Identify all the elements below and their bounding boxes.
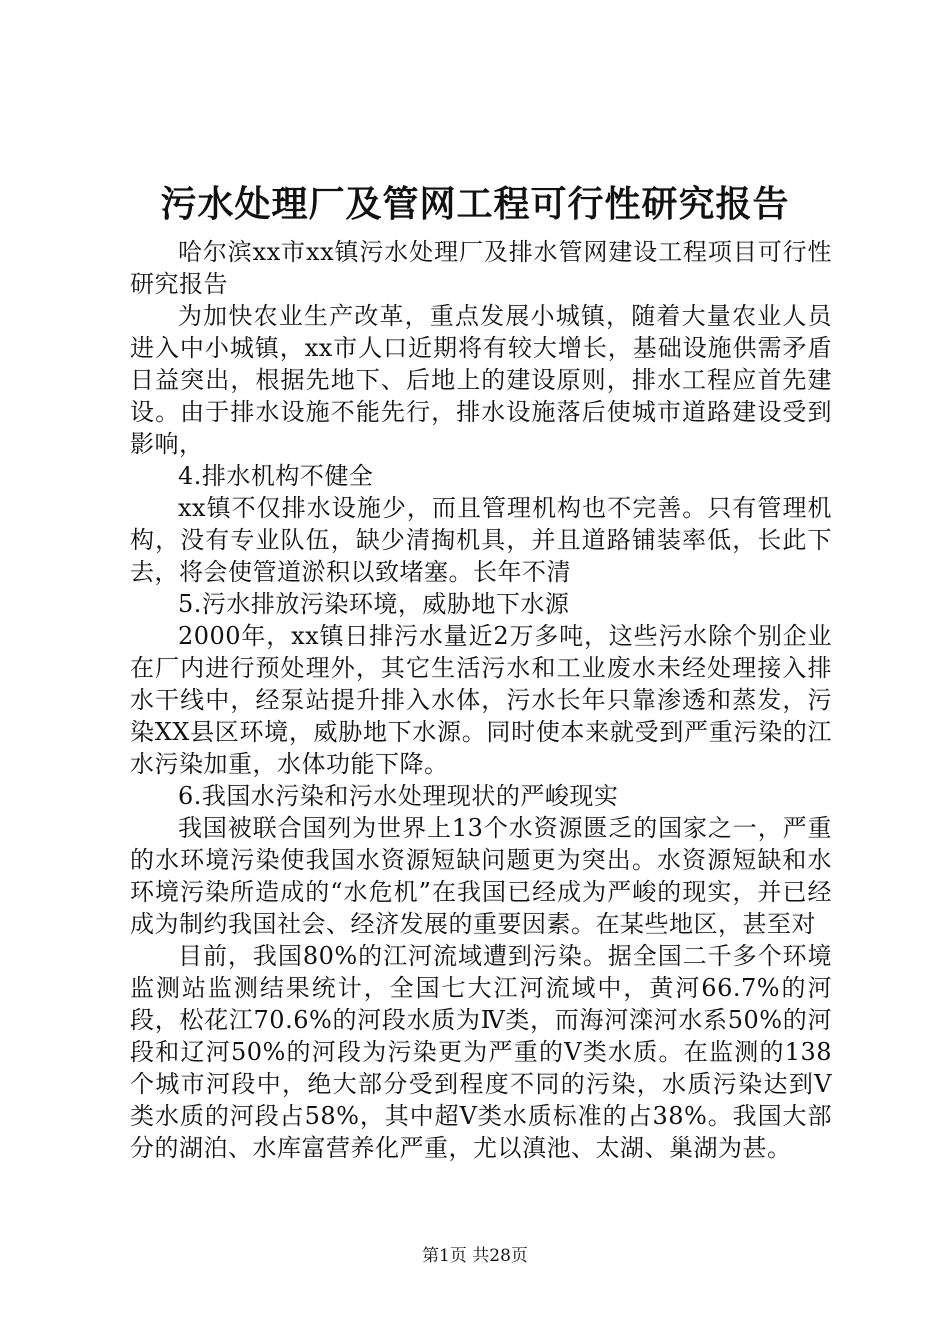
section-heading-6: 6.我国水污染和污水处理现状的严峻现实: [178, 782, 619, 810]
section-heading-5: 5.污水排放污染环境，威胁地下水源: [178, 590, 570, 618]
paragraph-intro: 哈尔滨xx市xx镇污水处理厂及排水管网建设工程项目可行性研究报告: [130, 238, 832, 298]
page-footer: 第1页 共28页: [422, 1246, 528, 1266]
paragraph-river-pollution: 目前，我国80%的江河流域遭到污染。据全国二千多个环境监测站监测结果统计，全国七大江河流域中，黄河66.7%的河段，松花江70.6%的河段水质为Ⅳ类，而海河滦河水系50%的河段和辽河50%的河段为污染更为严重的Ⅴ类水质。在监测的138个城市河段中，绝大部分受到程度不同的污染，水质污染达到Ⅴ类水质的河段占58%，其中超Ⅴ类水质标准的占38%。我国大部分的湖泊、水库富营养化严重，尤以滇池、太湖、巢湖为甚。: [130, 942, 832, 1162]
section-heading-4: 4.排水机构不健全: [178, 462, 374, 490]
document-title: 污水处理厂及管网工程可行性研究报告: [160, 183, 790, 225]
paragraph-drainage-management: xx镇不仅排水设施少，而且管理机构也不完善。只有管理机构，没有专业队伍，缺少清掏机具，并且道路铺装率低，长此下去，将会使管道淤积以致堵塞。长年不清: [130, 494, 832, 586]
paragraph-sewage-discharge: 2000年，xx镇日排污水量近2万多吨，这些污水除个别企业在厂内进行预处理外，其它生活污水和工业废水未经处理接入排水干线中，经泵站提升排入水体，污水长年只靠渗透和蒸发，污染XX县区环境，威胁地下水源。同时使本来就受到严重污染的江水污染加重，水体功能下降。: [130, 622, 832, 778]
document-body: [130, 236, 832, 1164]
paragraph-water-shortage: 我国被联合国列为世界上13个水资源匮乏的国家之一，严重的水环境污染使我国水资源短缺问题更为突出。水资源短缺和水环境污染所造成的“水危机”在我国已经成为严峻的现实，并已经成为制约我国社会、经济发展的重要因素。在某些地区，甚至对: [130, 814, 832, 938]
paragraph-background: 为加快农业生产改革，重点发展小城镇，随着大量农业人员进入中小城镇，xx市人口近期将有较大增长，基础设施供需矛盾日益突出，根据先地下、后地上的建设原则，排水工程应首先建设。由于排水设施不能先行，排水设施落后使城市道路建设受到影响，: [130, 302, 832, 458]
